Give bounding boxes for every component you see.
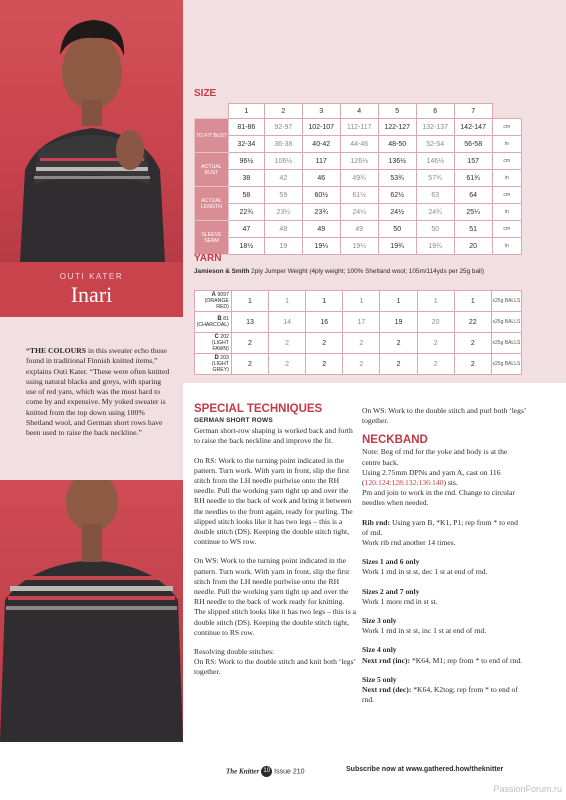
- special-para-4b: On RS: Work to the double stitch and knit both ‘legs’ together.: [194, 657, 356, 677]
- size-cell: 117: [302, 153, 340, 170]
- size-cell: 62½: [378, 187, 416, 204]
- size-header-3: 3: [302, 104, 340, 119]
- special-subheading: GERMAN SHORT ROWS: [194, 417, 273, 424]
- size-cell: 64: [454, 187, 492, 204]
- size-cell: 96½: [228, 153, 264, 170]
- neckband-heading: NECKBAND: [362, 434, 428, 447]
- yarn-cell: 13: [231, 312, 268, 333]
- cast-on-sizes: 120:124:128:132:136:140: [364, 478, 444, 488]
- size-4-body: *K64, M1; rep from * to end of rnd.: [410, 655, 523, 665]
- size-cell: 53¾: [378, 170, 416, 187]
- size-cell: 126½: [340, 153, 378, 170]
- join-text: Pm and join to work in the rnd. Change to circular needles when needed.: [362, 488, 515, 508]
- size-cell: 42: [264, 170, 302, 187]
- size-cell: 61½: [340, 187, 378, 204]
- sizes-1-6-text: Work 1 rnd in st st, dec 1 st at end of rnd.: [362, 567, 488, 577]
- neckband-note: Note: Beg of rnd for the yoke and body is at the centre back.: [362, 447, 508, 467]
- size-5-next: Next rnd (dec):: [362, 685, 412, 695]
- yarn-cell: 2: [269, 333, 306, 354]
- cast-on-b: ) sts.: [443, 478, 458, 488]
- size-cell: 46: [302, 170, 340, 187]
- size-cell: 19: [264, 238, 302, 255]
- size-cell: 106½: [264, 153, 302, 170]
- size-cell: 49: [302, 221, 340, 238]
- yarn-cell: 2: [380, 354, 417, 375]
- size-cell: 19¼: [302, 238, 340, 255]
- yarn-cell: 1: [306, 291, 343, 312]
- size-unit: in: [492, 238, 521, 255]
- size-4-label: Size 4 only: [362, 645, 397, 655]
- yarn-cell: 2: [380, 333, 417, 354]
- yarn-row-label: [195, 354, 232, 375]
- size-cell: 40-42: [302, 136, 340, 153]
- sizes-2-7-label: Sizes 2 and 7 only: [362, 586, 420, 596]
- size-cell: 50: [378, 221, 416, 238]
- size-cell: 157: [454, 153, 492, 170]
- rib-rnd: [362, 518, 526, 538]
- size-cell: 48: [264, 221, 302, 238]
- size-cell: 47: [228, 221, 264, 238]
- model-photo-top: [0, 0, 183, 262]
- size-5-body: *K64, K2tog; rep from * to end of rnd.: [362, 685, 518, 705]
- size-header-2: 2: [264, 104, 302, 119]
- size-cell: 19¾: [416, 238, 454, 255]
- intro-lead: “THE COLOURS: [26, 346, 87, 355]
- yarn-code: 9097: [217, 292, 229, 298]
- size-4-next: Next rnd (inc):: [362, 655, 411, 665]
- size-cell: 50: [416, 221, 454, 238]
- special-para-2: On RS: Work to the turning point indicated in the pattern. Turn work. With yarn in front, slip the first stitch from the LH needle purlwise onto the RH needle. Pull the working yarn tight up and over the RH needle to the back of work and bring it between the needles to the front again, ready for purling. The slipped stitch looks like it has two legs – this is a double stitch (DS). Keeping the double stitch tight, continue to WS row.: [194, 455, 353, 547]
- size-cell: 22¾: [228, 204, 264, 221]
- rib-more: Work rib rnd another 14 times.: [362, 538, 456, 548]
- intro-text: [26, 346, 172, 439]
- size-unit: cm: [492, 119, 521, 136]
- size-cell: 92-97: [264, 119, 302, 136]
- size-header-6: 6: [416, 104, 454, 119]
- size-cell: 59: [264, 187, 302, 204]
- yarn-description: [194, 268, 522, 277]
- rib-text: Using yarn B, *K1, P1; rep from * to end of rnd.: [362, 517, 518, 537]
- yarn-shade-name: (ORANGE RED): [204, 298, 229, 310]
- size-row-label: TO FIT BUST: [195, 119, 229, 153]
- footer-left: [226, 766, 305, 777]
- yarn-cell: 2: [269, 354, 306, 375]
- size-row-label: ACTUAL LENGTH: [195, 187, 229, 221]
- yarn-code: 81: [223, 316, 229, 322]
- size-cell: 36-38: [264, 136, 302, 153]
- page-number: 10: [261, 766, 272, 777]
- yarn-table: [194, 290, 522, 375]
- size-4-text: [362, 656, 526, 666]
- yarn-cell: 14: [269, 312, 306, 333]
- special-para-4a: Resolving double stitches:: [194, 647, 275, 657]
- size-cell: 49¾: [340, 170, 378, 187]
- yarn-cell: 2: [231, 354, 268, 375]
- designer-name: OUTI KATER: [59, 272, 124, 281]
- yarn-shade-name: (LIGHT FAWN): [211, 340, 229, 352]
- yarn-code: 202: [220, 334, 229, 340]
- size-header-unit-blank: [492, 104, 521, 119]
- size-cell: 146½: [416, 153, 454, 170]
- magazine-name: The Knitter: [226, 767, 260, 776]
- size-cell: 112-117: [340, 119, 378, 136]
- issue-number: Issue 210: [274, 768, 305, 776]
- yarn-cell: 2: [306, 354, 343, 375]
- size-5-text: [362, 685, 526, 705]
- cast-on-text: [362, 468, 526, 488]
- special-para-3: On WS: Work to the turning point indicated in the pattern. Turn work. With yarn in front, slip the first stitch from the LH needle purlwise onto the RH needle. Pull the working yarn tight up and over the RH needle to the back of work ready for knitting. The slipped stitch looks like it has two legs – this is a double stitch (DS). Keeping the double stitch tight, continue to RS row.: [194, 556, 356, 637]
- size-header-5: 5: [378, 104, 416, 119]
- yarn-cell: 2: [306, 333, 343, 354]
- special-techniques-column: [194, 403, 357, 678]
- size-cell: 60½: [302, 187, 340, 204]
- yarn-unit: x25g BALLS: [491, 291, 521, 312]
- size-unit: in: [492, 204, 521, 221]
- size-cell: 23¼: [264, 204, 302, 221]
- yarn-cell: 2: [454, 333, 491, 354]
- size-row-label: SLEEVE SEAM: [195, 221, 229, 255]
- ws-text: On WS: Work to the double stitch and purl both ‘legs’ together.: [362, 406, 526, 426]
- size-cell: 44-46: [340, 136, 378, 153]
- size-3-label: Size 3 only: [362, 616, 397, 626]
- size-cell: 23¾: [302, 204, 340, 221]
- size-cell: 81-86: [228, 119, 264, 136]
- yarn-cell: 2: [417, 354, 454, 375]
- yarn-row-label: [195, 291, 232, 312]
- size-cell: 136½: [378, 153, 416, 170]
- yarn-letter: A: [211, 292, 216, 298]
- yarn-cell: 19: [380, 312, 417, 333]
- size-cell: 48-50: [378, 136, 416, 153]
- size-table: [194, 103, 522, 255]
- size-cell: 142-147: [454, 119, 492, 136]
- yarn-code: 203: [220, 355, 229, 361]
- special-para-1: German short-row shaping is worked back and forth to raise the back neckline and improve the fit.: [194, 426, 353, 446]
- size-cell: 132-137: [416, 119, 454, 136]
- size-cell: 122-127: [378, 119, 416, 136]
- yarn-cell: 1: [417, 291, 454, 312]
- size-header-4: 4: [340, 104, 378, 119]
- yarn-cell: 22: [454, 312, 491, 333]
- yarn-shade-name: (CHARCOAL): [196, 322, 229, 328]
- yarn-letter: B: [217, 316, 222, 322]
- size-unit: cm: [492, 187, 521, 204]
- yarn-row-label: [195, 333, 232, 354]
- intro-body: in this sweater echo those found in traditional Finnish knitted items,” explains Outi Kater. “These were often knitted using natural blacks and greys, with sparing use of red yarn, which was the most hard to come by and expensive. My yoked sweater is knitted from the top down using 100% Shetland wool, and German short rows have been used to raise the back neckline.”: [26, 346, 170, 438]
- yarn-row-label: [195, 312, 232, 333]
- size-cell: 24½: [378, 204, 416, 221]
- size-cell: 49: [340, 221, 378, 238]
- yarn-desc: 2ply Jumper Weight (4ply weight; 100% Shetland wool; 105m/114yds per 25g ball): [249, 268, 484, 275]
- size-cell: 56-58: [454, 136, 492, 153]
- size-header-blank: [195, 104, 229, 119]
- rib-label: Rib rnd:: [362, 517, 391, 527]
- pattern-title: Inari: [70, 282, 113, 307]
- yarn-brand: Jamieson & Smith: [194, 268, 250, 275]
- yarn-cell: 20: [417, 312, 454, 333]
- yarn-cell: 2: [343, 333, 380, 354]
- size-cell: 24¼: [340, 204, 378, 221]
- yarn-cell: 2: [417, 333, 454, 354]
- yarn-cell: 2: [454, 354, 491, 375]
- yarn-cell: 16: [306, 312, 343, 333]
- yarn-cell: 1: [380, 291, 417, 312]
- size-cell: 32-34: [228, 136, 264, 153]
- yarn-heading: YARN: [194, 253, 222, 264]
- yarn-unit: x25g BALLS: [491, 312, 521, 333]
- size-unit: cm: [492, 153, 521, 170]
- size-cell: 57¾: [416, 170, 454, 187]
- yarn-cell: 1: [454, 291, 491, 312]
- size-cell: 58: [228, 187, 264, 204]
- yarn-cell: 1: [269, 291, 306, 312]
- yarn-cell: 2: [343, 354, 380, 375]
- cast-on-a: Using 2.75mm DPNs and yarn A, cast on 116 (: [362, 467, 501, 488]
- yarn-unit: x25g BALLS: [491, 354, 521, 375]
- yarn-letter: C: [214, 334, 219, 340]
- sizes-2-7-text: Work 1 more rnd in st st.: [362, 596, 438, 606]
- size-cell: 19¾: [378, 238, 416, 255]
- size-cell: 18½: [228, 238, 264, 255]
- special-heading: SPECIAL TECHNIQUES: [194, 403, 323, 415]
- neckband-column: [362, 406, 526, 714]
- size-3-text: Work 1 rnd in st st, inc 1 st at end of rnd.: [362, 626, 487, 636]
- yarn-cell: 17: [343, 312, 380, 333]
- size-5-label: Size 5 only: [362, 674, 397, 684]
- size-row-label: ACTUAL BUST: [195, 153, 229, 187]
- size-unit: in: [492, 170, 521, 187]
- size-header-7: 7: [454, 104, 492, 119]
- size-cell: 61¾: [454, 170, 492, 187]
- yarn-cell: 2: [231, 333, 268, 354]
- size-cell: 102-107: [302, 119, 340, 136]
- yarn-shade-name: (LIGHT GREY): [211, 361, 229, 373]
- size-cell: 25¼: [454, 204, 492, 221]
- size-unit: in: [492, 136, 521, 153]
- size-cell: 51: [454, 221, 492, 238]
- yarn-cell: 1: [231, 291, 268, 312]
- size-cell: 38: [228, 170, 264, 187]
- model-photo-bottom: [0, 480, 183, 742]
- size-unit: cm: [492, 221, 521, 238]
- yarn-letter: D: [214, 355, 219, 361]
- size-cell: 63: [416, 187, 454, 204]
- yarn-unit: x25g BALLS: [491, 333, 521, 354]
- size-cell: 24¾: [416, 204, 454, 221]
- yarn-cell: 1: [343, 291, 380, 312]
- size-cell: 52-54: [416, 136, 454, 153]
- size-header-1: 1: [228, 104, 264, 119]
- subscribe-link[interactable]: Subscribe now at www.gathered.how/theknitter: [346, 766, 504, 773]
- sizes-1-6-label: Sizes 1 and 6 only: [362, 557, 420, 567]
- size-heading: SIZE: [194, 88, 217, 99]
- size-cell: 19¼: [340, 238, 378, 255]
- watermark: PassionForum.ru: [493, 784, 562, 794]
- size-cell: 20: [454, 238, 492, 255]
